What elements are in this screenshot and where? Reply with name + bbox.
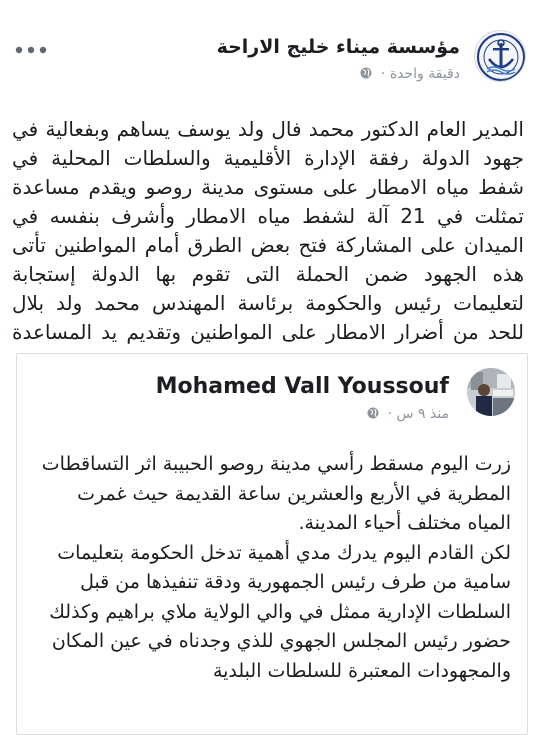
- shared-post-card[interactable]: [16, 353, 528, 735]
- post-header: [14, 30, 526, 90]
- page-name[interactable]: مؤسسة ميناء خليج اﻻراحة: [216, 36, 460, 58]
- meta-separator: ·: [380, 66, 386, 82]
- more-options-icon[interactable]: [14, 42, 50, 56]
- shared-author-name[interactable]: Mohamed Vall Youssouf: [155, 374, 449, 399]
- shared-post-meta: [367, 406, 449, 422]
- post-meta: [360, 66, 460, 82]
- post-time[interactable]: دقيقة واحدة: [389, 66, 460, 82]
- shared-post-time[interactable]: منذ ٩ س: [396, 406, 449, 422]
- globe-icon: [360, 67, 372, 79]
- shared-paragraph: زرت اليوم مسقط رأسي مدينة روصو الحبيبة اثر التساقطات المطرية في الأربع والعشرين ساعة القديمة حيث غمرت المياه مختلف أحياء المدينة.: [41, 453, 511, 534]
- shared-paragraph: لكن القادم اليوم يدرك مدي أهمية تدخل الحكومة بتعليمات سامية من طرف رئيس الجمهورية ودقة تنفيذها من قبل السلطات الإدارية ممثل في والي الولاية ملاي براهيم وكذلك حضور رئيس المجلس الجهوي للذي وجدناه في عين المكان والمجهودات المعتبرة للسلطات البلدية: [49, 541, 511, 682]
- post-body-text: المدير العام الدكتور محمد فال ولد يوسف يساهم وبفعالية في جهود الدولة رفقة الإدارة الأقليمية والسلطات المحلية في شفط مياه الامطار على مستوى مدينة روصو ويقدم مساعدة تمثلت في 21 آلة لشفط مياه الامطار وأشرف بنفسه في الميدان على المشاركة فتح بعض الطرق أمام المواطنين تأتى هذه الجهود ضمن الحملة التى تقوم بها الدولة إستجابة لتعليمات رئيس والحكومة برئاسة المهندس محمد ولد بلال للحد من أضرار الامطار على المواطنين وتقديم يد المساعدة: [12, 117, 524, 344]
- author-avatar[interactable]: [467, 368, 515, 416]
- globe-icon: [367, 407, 379, 419]
- page-logo-avatar[interactable]: [474, 30, 526, 82]
- meta-separator: ·: [387, 406, 392, 422]
- shared-post-text: [33, 450, 511, 686]
